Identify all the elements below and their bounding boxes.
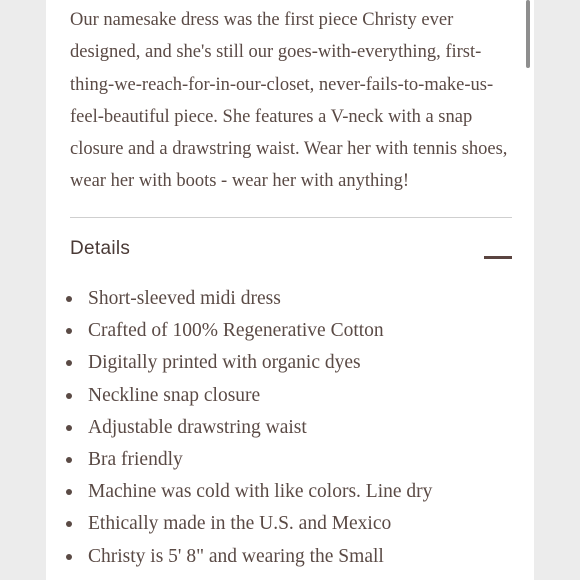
product-description: Our namesake dress was the first piece Christy ever designed, and she's still our goes-with-everything, first-thing-we-reach-for-in-our-closet, never-fails-to-make-us-feel-beautiful piece. She features a V-neck with a snap closure and a drawstring waist. Wear her with tennis shoes, wear her with boots - wear her with anything! bbox=[70, 10, 508, 192]
bullet-icon bbox=[66, 296, 72, 302]
list-item-text: Christy is 5' 8" and wearing the Small bbox=[88, 545, 384, 567]
list-item bbox=[62, 444, 432, 476]
bullet-icon bbox=[66, 393, 72, 399]
scrollbar-thumb[interactable] bbox=[526, 0, 530, 68]
bullet-icon bbox=[66, 360, 72, 366]
bullet-icon bbox=[66, 425, 72, 431]
bullet-icon bbox=[66, 489, 72, 495]
list-item bbox=[62, 380, 432, 412]
list-item-text: Bra friendly bbox=[88, 448, 183, 470]
section-divider bbox=[70, 217, 512, 218]
bullet-icon bbox=[66, 554, 72, 560]
minus-icon[interactable] bbox=[484, 256, 512, 259]
bullet-icon bbox=[66, 521, 72, 527]
list-item bbox=[62, 541, 432, 573]
list-item-text: Adjustable drawstring waist bbox=[88, 416, 307, 438]
list-item bbox=[62, 283, 432, 315]
list-item bbox=[62, 508, 432, 540]
list-item bbox=[62, 412, 432, 444]
details-title: Details bbox=[70, 238, 131, 259]
list-item bbox=[62, 476, 432, 508]
list-item-text: Machine was cold with like colors. Line dry bbox=[88, 481, 433, 503]
details-accordion-header[interactable] bbox=[70, 232, 512, 272]
list-item bbox=[62, 315, 432, 347]
list-item-text: Short-sleeved midi dress bbox=[88, 288, 281, 309]
list-item-text: Ethically made in the U.S. and Mexico bbox=[88, 513, 392, 535]
list-item-text: Neckline snap closure bbox=[88, 384, 261, 406]
list-item bbox=[62, 347, 432, 379]
details-list bbox=[62, 283, 432, 573]
list-item-text: Crafted of 100% Regenerative Cotton bbox=[88, 320, 384, 342]
bullet-icon bbox=[66, 457, 72, 463]
list-item-text: Digitally printed with organic dyes bbox=[88, 352, 361, 374]
bullet-icon bbox=[66, 328, 72, 334]
